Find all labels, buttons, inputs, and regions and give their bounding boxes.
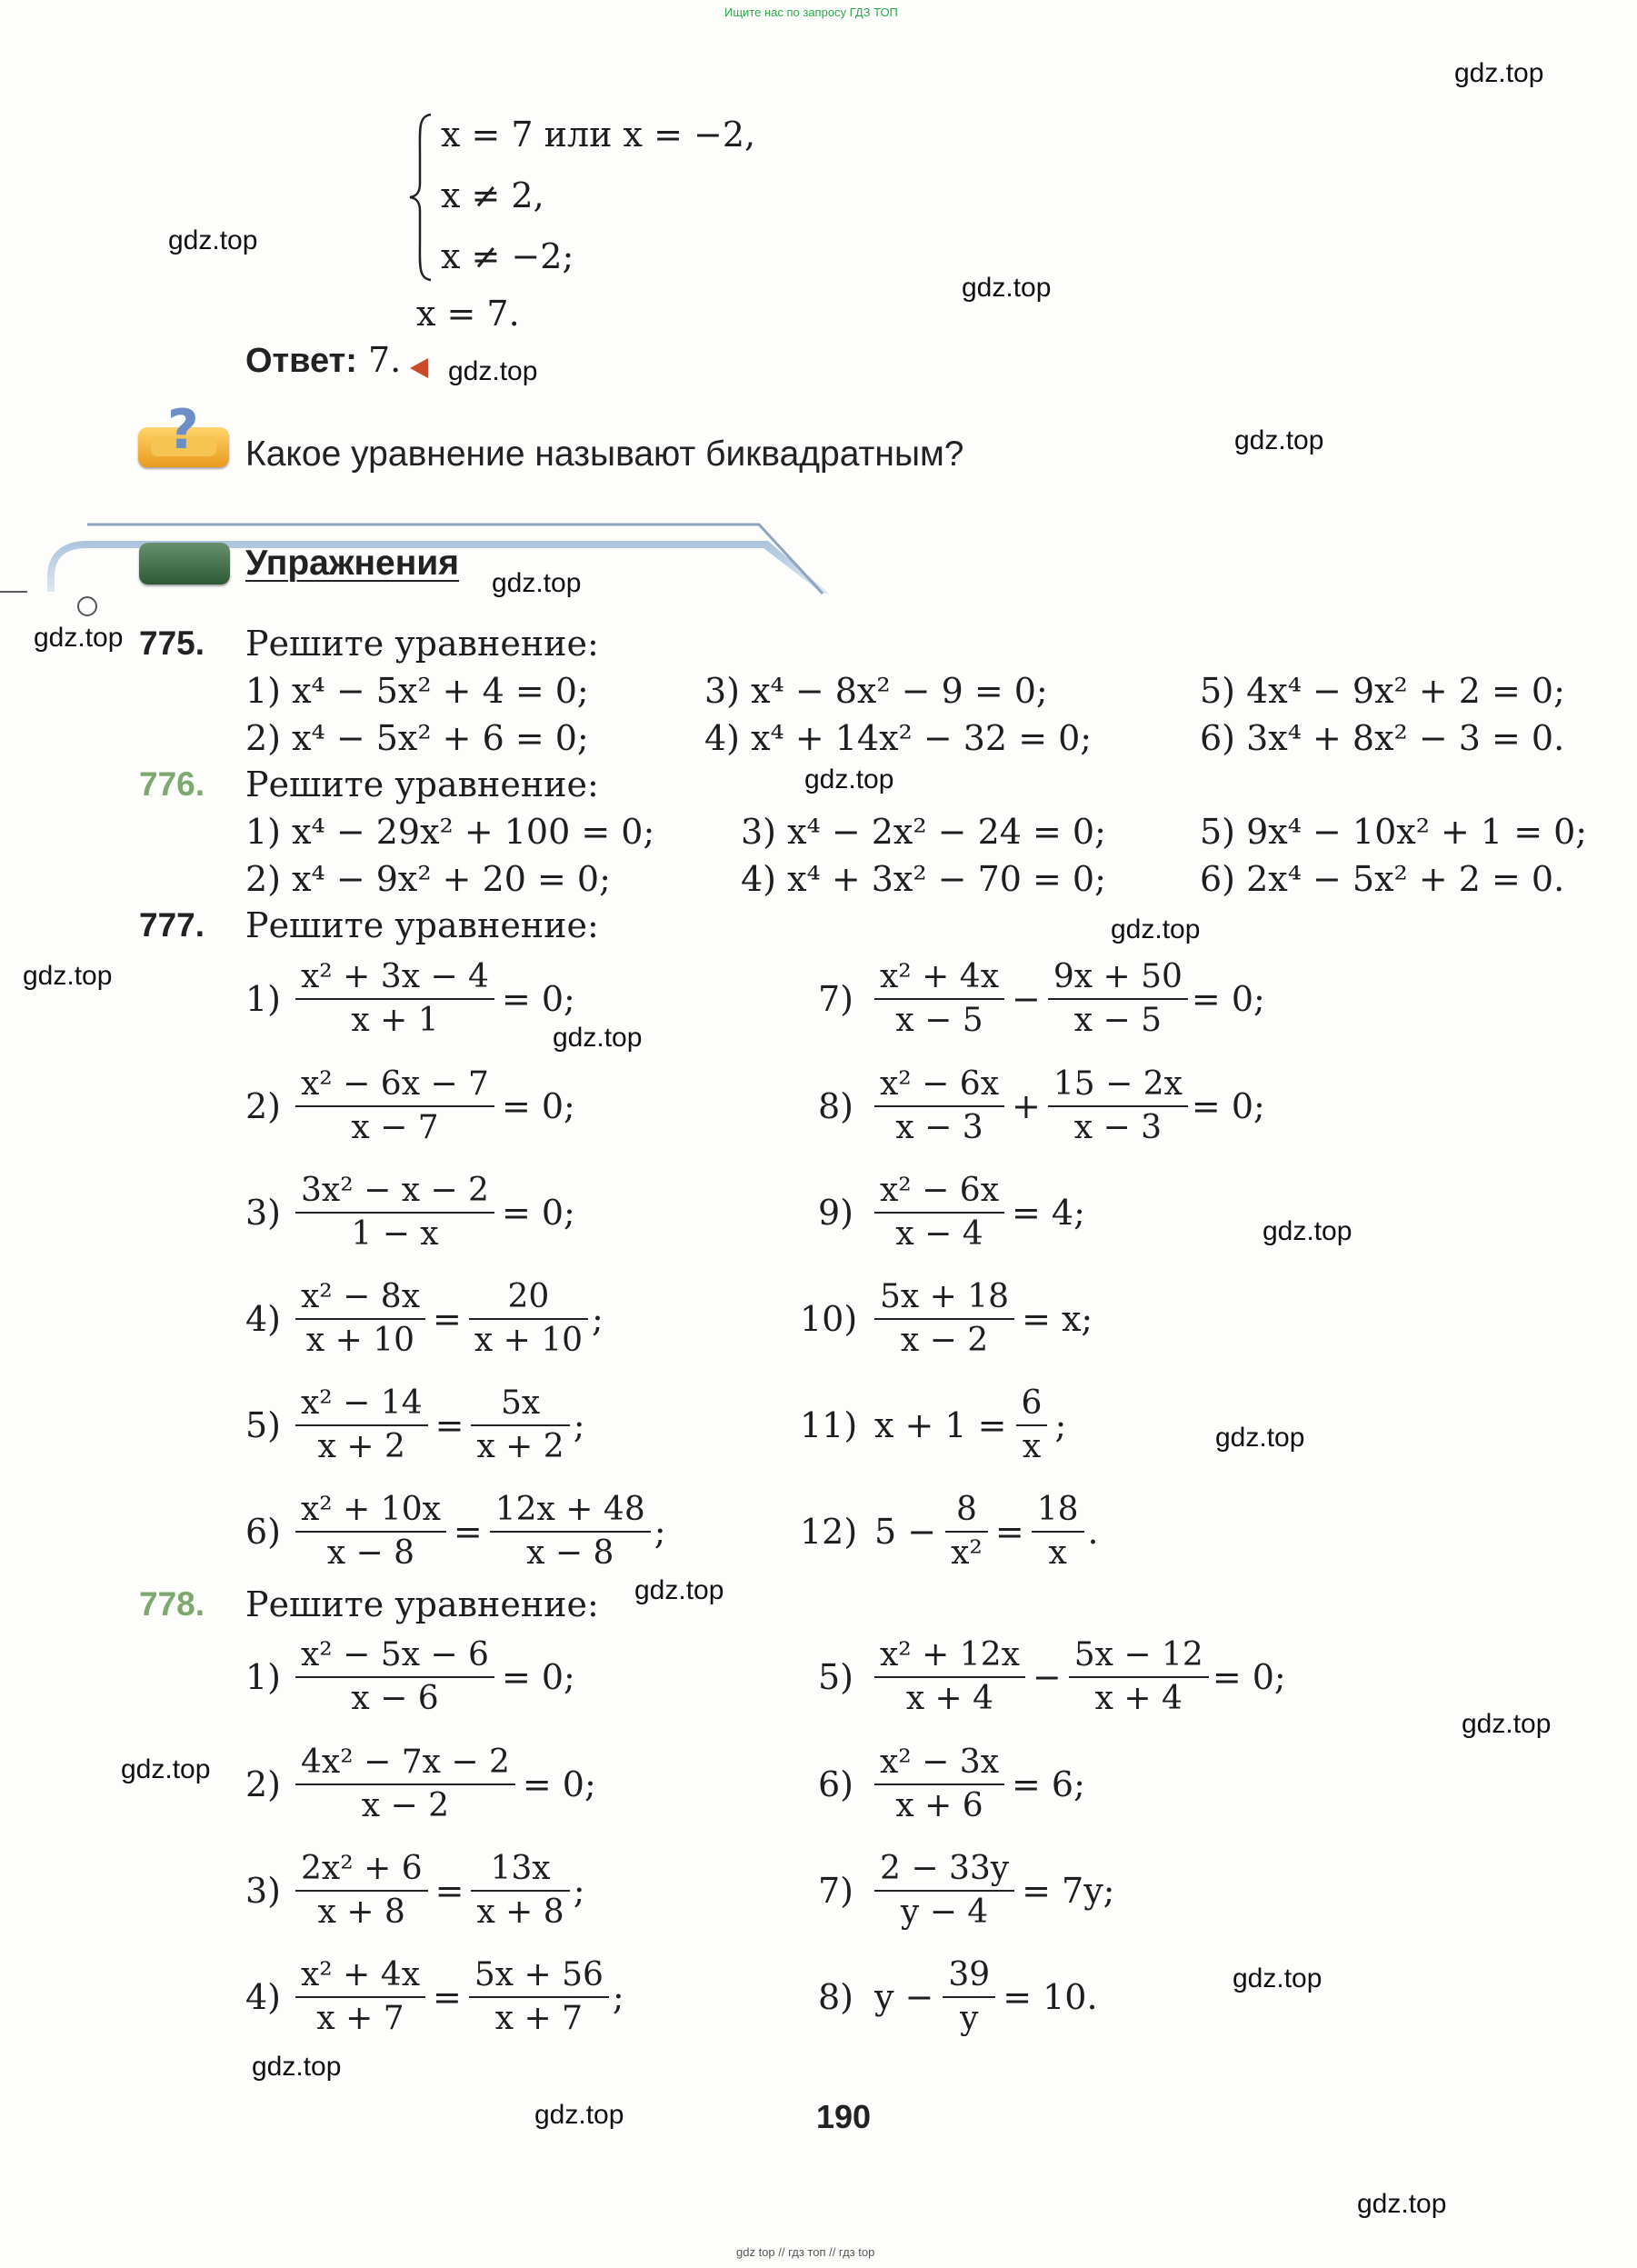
numerator: 2x² + 6	[301, 1850, 423, 1887]
exercise-number-775: 775.	[139, 624, 205, 662]
exercise-number-778: 778.	[139, 1585, 205, 1623]
section-icon	[139, 543, 230, 584]
equation-operator: =	[453, 1512, 483, 1552]
exercise-777-item-7-label: 7)	[818, 979, 854, 1019]
exercise-778-item-2-label: 2)	[245, 1764, 282, 1804]
denominator: x − 3	[1048, 1105, 1188, 1149]
watermark: gdz.top	[962, 273, 1052, 303]
denominator: y	[943, 1996, 995, 2040]
exercise-778-item-1-label: 1)	[245, 1657, 282, 1697]
exercise-777-item-6-label: 6)	[245, 1512, 282, 1552]
exercise-prompt-778: Решите уравнение:	[245, 1584, 599, 1624]
denominator: x + 4	[1069, 1676, 1209, 1720]
equation-tail: = 10.	[1003, 1977, 1098, 2017]
watermark: gdz.top	[168, 225, 258, 255]
numerator: x² + 4x	[301, 1956, 420, 1993]
denominator: x + 6	[874, 1783, 1004, 1827]
bottom-site-notice: gdz top // гдз топ // гдз top	[736, 2245, 875, 2259]
equation-tail: = 6;	[1012, 1764, 1085, 1804]
exercise-777-item-3-label: 3)	[245, 1193, 282, 1233]
watermark: gdz.top	[23, 961, 113, 991]
fraction-1	[295, 1954, 425, 2040]
exercise-775-item-2: 2) x⁴ − 5x² + 6 = 0;	[245, 718, 589, 758]
question-mark-icon: ?	[167, 398, 199, 462]
equation-tail: = 0;	[501, 1657, 575, 1697]
numerator: 5x	[500, 1384, 541, 1422]
equation-tail: = 0;	[501, 1193, 575, 1233]
denominator: x + 8	[471, 1890, 569, 1933]
numerator: 8	[956, 1491, 977, 1528]
numerator: 18	[1036, 1491, 1079, 1528]
equation-operator: −	[1032, 1657, 1062, 1697]
numerator: 20	[507, 1278, 550, 1315]
equation-tail: = 7y;	[1022, 1871, 1115, 1911]
fraction-1	[874, 956, 1004, 1042]
denominator: x	[1032, 1531, 1084, 1574]
fraction-1	[295, 1170, 494, 1255]
denominator: x − 2	[295, 1783, 515, 1827]
fraction-1	[874, 1742, 1004, 1827]
numerator: 13x	[490, 1850, 551, 1887]
watermark: gdz.top	[1111, 914, 1201, 944]
denominator: x + 7	[295, 1996, 425, 2040]
fraction-2	[1048, 1064, 1188, 1149]
exercise-776-item-6: 6) 2x⁴ − 5x² + 2 = 0.	[1200, 859, 1565, 899]
exercise-778-item-7-label: 7)	[818, 1871, 854, 1911]
equation-operator: −	[1012, 979, 1041, 1019]
exercise-777-item-8-label: 8)	[818, 1086, 854, 1126]
equation-prefix: x + 1 =	[874, 1405, 1007, 1445]
denominator: x + 8	[295, 1890, 428, 1933]
exercise-776-item-3: 3) x⁴ − 2x² − 24 = 0;	[741, 812, 1106, 852]
watermark: gdz.top	[1215, 1423, 1305, 1453]
fraction-2	[469, 1276, 588, 1362]
fraction-1	[945, 1489, 988, 1574]
watermark: gdz.top	[1233, 1963, 1323, 1993]
exercise-778-item-8-label: 8)	[818, 1977, 854, 2017]
exercise-777-item-2-label: 2)	[245, 1086, 282, 1126]
numerator: 4x² − 7x − 2	[301, 1743, 510, 1781]
fraction-1	[295, 956, 494, 1042]
fraction-1	[295, 1489, 446, 1574]
system-line-2: x ≠ 2,	[441, 175, 544, 215]
numerator: 6	[1021, 1384, 1043, 1422]
denominator: x + 1	[295, 998, 494, 1042]
equation-prefix: 5 −	[874, 1512, 937, 1552]
watermark: gdz.top	[553, 1023, 643, 1053]
denominator: x	[1016, 1424, 1048, 1468]
watermark: gdz.top	[1462, 1709, 1552, 1739]
exercise-777-item-11-label: 11)	[800, 1405, 858, 1445]
exercise-prompt-776: Решите уравнение:	[245, 764, 599, 804]
denominator: x + 7	[469, 1996, 609, 2040]
denominator: x + 4	[874, 1676, 1025, 1720]
equation-operator: =	[434, 1405, 464, 1445]
question-icon-box	[138, 398, 229, 469]
exercise-777-item-9-label: 9)	[818, 1193, 854, 1233]
watermark: gdz.top	[634, 1575, 724, 1605]
numerator: 5x + 56	[474, 1956, 604, 1993]
watermark: gdz.top	[34, 623, 124, 653]
exercise-775-item-4: 4) x⁴ + 14x² − 32 = 0;	[704, 718, 1093, 758]
numerator: 12x + 48	[494, 1491, 645, 1528]
fraction-2	[469, 1954, 609, 2040]
fraction-1	[295, 1848, 428, 1933]
fraction-1	[295, 1383, 428, 1468]
exercise-776-item-5: 5) 9x⁴ − 10x² + 1 = 0;	[1200, 812, 1588, 852]
exercise-number-776: 776.	[139, 765, 205, 803]
numerator: 2 − 33y	[880, 1850, 1010, 1887]
fraction-1	[874, 1634, 1025, 1720]
denominator: x − 6	[295, 1676, 494, 1720]
fraction-1	[295, 1276, 425, 1362]
denominator: x − 5	[874, 998, 1004, 1042]
fraction-1	[943, 1954, 995, 2040]
equation-tail: ;	[573, 1871, 585, 1911]
equation-operator: =	[994, 1512, 1024, 1552]
equation-tail: = 0;	[501, 979, 575, 1019]
solution-result: x = 7.	[416, 294, 520, 334]
fraction-2	[1069, 1634, 1209, 1720]
exercise-775-item-1: 1) x⁴ − 5x² + 4 = 0;	[245, 671, 589, 711]
answer-label: Ответ:	[245, 342, 357, 380]
equation-operator: =	[433, 1977, 462, 2017]
equation-tail: ;	[654, 1512, 666, 1552]
system-brace	[407, 111, 434, 284]
denominator: 1 − x	[295, 1212, 494, 1255]
numerator: x² − 6x − 7	[301, 1065, 489, 1103]
fraction-1	[295, 1742, 515, 1827]
denominator: x − 5	[1048, 998, 1188, 1042]
numerator: 9x + 50	[1053, 958, 1183, 995]
equation-tail: = 0;	[522, 1764, 596, 1804]
equation-tail: = 0;	[1212, 1657, 1286, 1697]
system-line-1: x = 7 или x = −2,	[441, 115, 756, 155]
numerator: x² − 3x	[880, 1743, 999, 1781]
watermark: gdz.top	[121, 1754, 211, 1784]
top-site-notice: Ищите нас по запросу ГДЗ ТОП	[724, 5, 898, 19]
numerator: x² − 5x − 6	[301, 1636, 489, 1674]
fraction-1	[874, 1170, 1004, 1255]
watermark: gdz.top	[534, 2100, 624, 2130]
watermark: gdz.top	[1234, 425, 1324, 455]
equation-tail: = 0;	[1191, 979, 1265, 1019]
exercise-777-item-12-label: 12)	[800, 1512, 858, 1552]
denominator: x − 7	[295, 1105, 494, 1149]
numerator: 5x − 12	[1073, 1636, 1203, 1674]
end-marker-icon	[410, 358, 428, 378]
equation-tail: ;	[1054, 1405, 1067, 1445]
exercise-777-item-5-label: 5)	[245, 1405, 282, 1445]
watermark: gdz.top	[1454, 58, 1544, 88]
exercise-775-item-3: 3) x⁴ − 8x² − 9 = 0;	[704, 671, 1048, 711]
equation-operator: +	[1012, 1086, 1041, 1126]
numerator: 39	[948, 1956, 991, 1993]
equation-tail: = 0;	[501, 1086, 575, 1126]
exercise-777-item-4-label: 4)	[245, 1299, 282, 1339]
exercise-777-item-10-label: 10)	[800, 1299, 858, 1339]
exercise-775-item-5: 5) 4x⁴ − 9x² + 2 = 0;	[1200, 671, 1565, 711]
answer-value: 7.	[367, 340, 402, 380]
equation-tail: ;	[573, 1405, 585, 1445]
fraction-1	[874, 1064, 1004, 1149]
equation-prefix: y −	[874, 1977, 934, 2017]
denominator: x²	[945, 1531, 988, 1574]
exercise-778-item-3-label: 3)	[245, 1871, 282, 1911]
denominator: x − 8	[295, 1531, 446, 1574]
numerator: x² − 6x	[880, 1065, 999, 1103]
exercise-777-item-1-label: 1)	[245, 979, 282, 1019]
numerator: 3x² − x − 2	[301, 1172, 489, 1209]
denominator: x + 10	[469, 1318, 588, 1362]
equation-tail: = x;	[1022, 1299, 1093, 1339]
equation-tail: ;	[592, 1299, 604, 1339]
denominator: x − 2	[874, 1318, 1014, 1362]
fraction-1	[295, 1064, 494, 1149]
numerator: x² − 14	[301, 1384, 423, 1422]
watermark: gdz.top	[252, 2052, 342, 2082]
fraction-1	[874, 1848, 1014, 1933]
numerator: x² + 12x	[880, 1636, 1020, 1674]
fraction-1	[1016, 1383, 1048, 1468]
numerator: x² − 8x	[301, 1278, 420, 1315]
answer-row	[245, 340, 428, 381]
numerator: x² + 3x − 4	[301, 958, 489, 995]
numerator: x² − 6x	[880, 1172, 999, 1209]
system-line-3: x ≠ −2;	[441, 236, 574, 276]
fraction-2	[1048, 956, 1188, 1042]
equation-tail: ;	[612, 1977, 624, 2017]
watermark: gdz.top	[1357, 2189, 1447, 2219]
exercise-prompt-777: Решите уравнение:	[245, 905, 599, 945]
fraction-2	[490, 1489, 651, 1574]
denominator: x − 3	[874, 1105, 1004, 1149]
equation-tail: .	[1087, 1512, 1099, 1552]
question-text: Какое уравнение называют биквадратным?	[245, 435, 964, 474]
exercise-776-item-1: 1) x⁴ − 29x² + 100 = 0;	[245, 812, 655, 852]
denominator: x − 8	[490, 1531, 651, 1574]
watermark: gdz.top	[804, 764, 894, 794]
exercise-775-item-6: 6) 3x⁴ + 8x² − 3 = 0.	[1200, 718, 1565, 758]
fraction-2	[471, 1383, 569, 1468]
exercise-778-item-6-label: 6)	[818, 1764, 854, 1804]
exercise-778-item-4-label: 4)	[245, 1977, 282, 2017]
exercise-778-item-5-label: 5)	[818, 1657, 854, 1697]
equation-tail: = 0;	[1191, 1086, 1265, 1126]
fraction-1	[295, 1634, 494, 1720]
denominator: x + 10	[295, 1318, 425, 1362]
exercise-number-777: 777.	[139, 906, 205, 944]
page-number: 190	[816, 2098, 872, 2135]
equation-operator: =	[434, 1871, 464, 1911]
exercise-776-item-2: 2) x⁴ − 9x² + 20 = 0;	[245, 859, 611, 899]
watermark: gdz.top	[1263, 1216, 1353, 1246]
denominator: x − 4	[874, 1212, 1004, 1255]
denominator: x + 2	[295, 1424, 428, 1468]
numerator: x² + 4x	[880, 958, 999, 995]
fraction-2	[471, 1848, 569, 1933]
numerator: 5x + 18	[880, 1278, 1010, 1315]
watermark: gdz.top	[492, 568, 582, 598]
equation-tail: = 4;	[1012, 1193, 1085, 1233]
exercise-776-item-4: 4) x⁴ + 3x² − 70 = 0;	[741, 859, 1106, 899]
section-title: Упражнения	[245, 544, 460, 583]
equation-operator: =	[433, 1299, 462, 1339]
fraction-2	[1032, 1489, 1084, 1574]
exercise-prompt-775: Решите уравнение:	[245, 624, 599, 664]
denominator: y − 4	[874, 1890, 1014, 1933]
denominator: x + 2	[471, 1424, 569, 1468]
numerator: 15 − 2x	[1053, 1065, 1183, 1103]
numerator: x² + 10x	[301, 1491, 441, 1528]
fraction-1	[874, 1276, 1014, 1362]
watermark: gdz.top	[448, 356, 538, 386]
